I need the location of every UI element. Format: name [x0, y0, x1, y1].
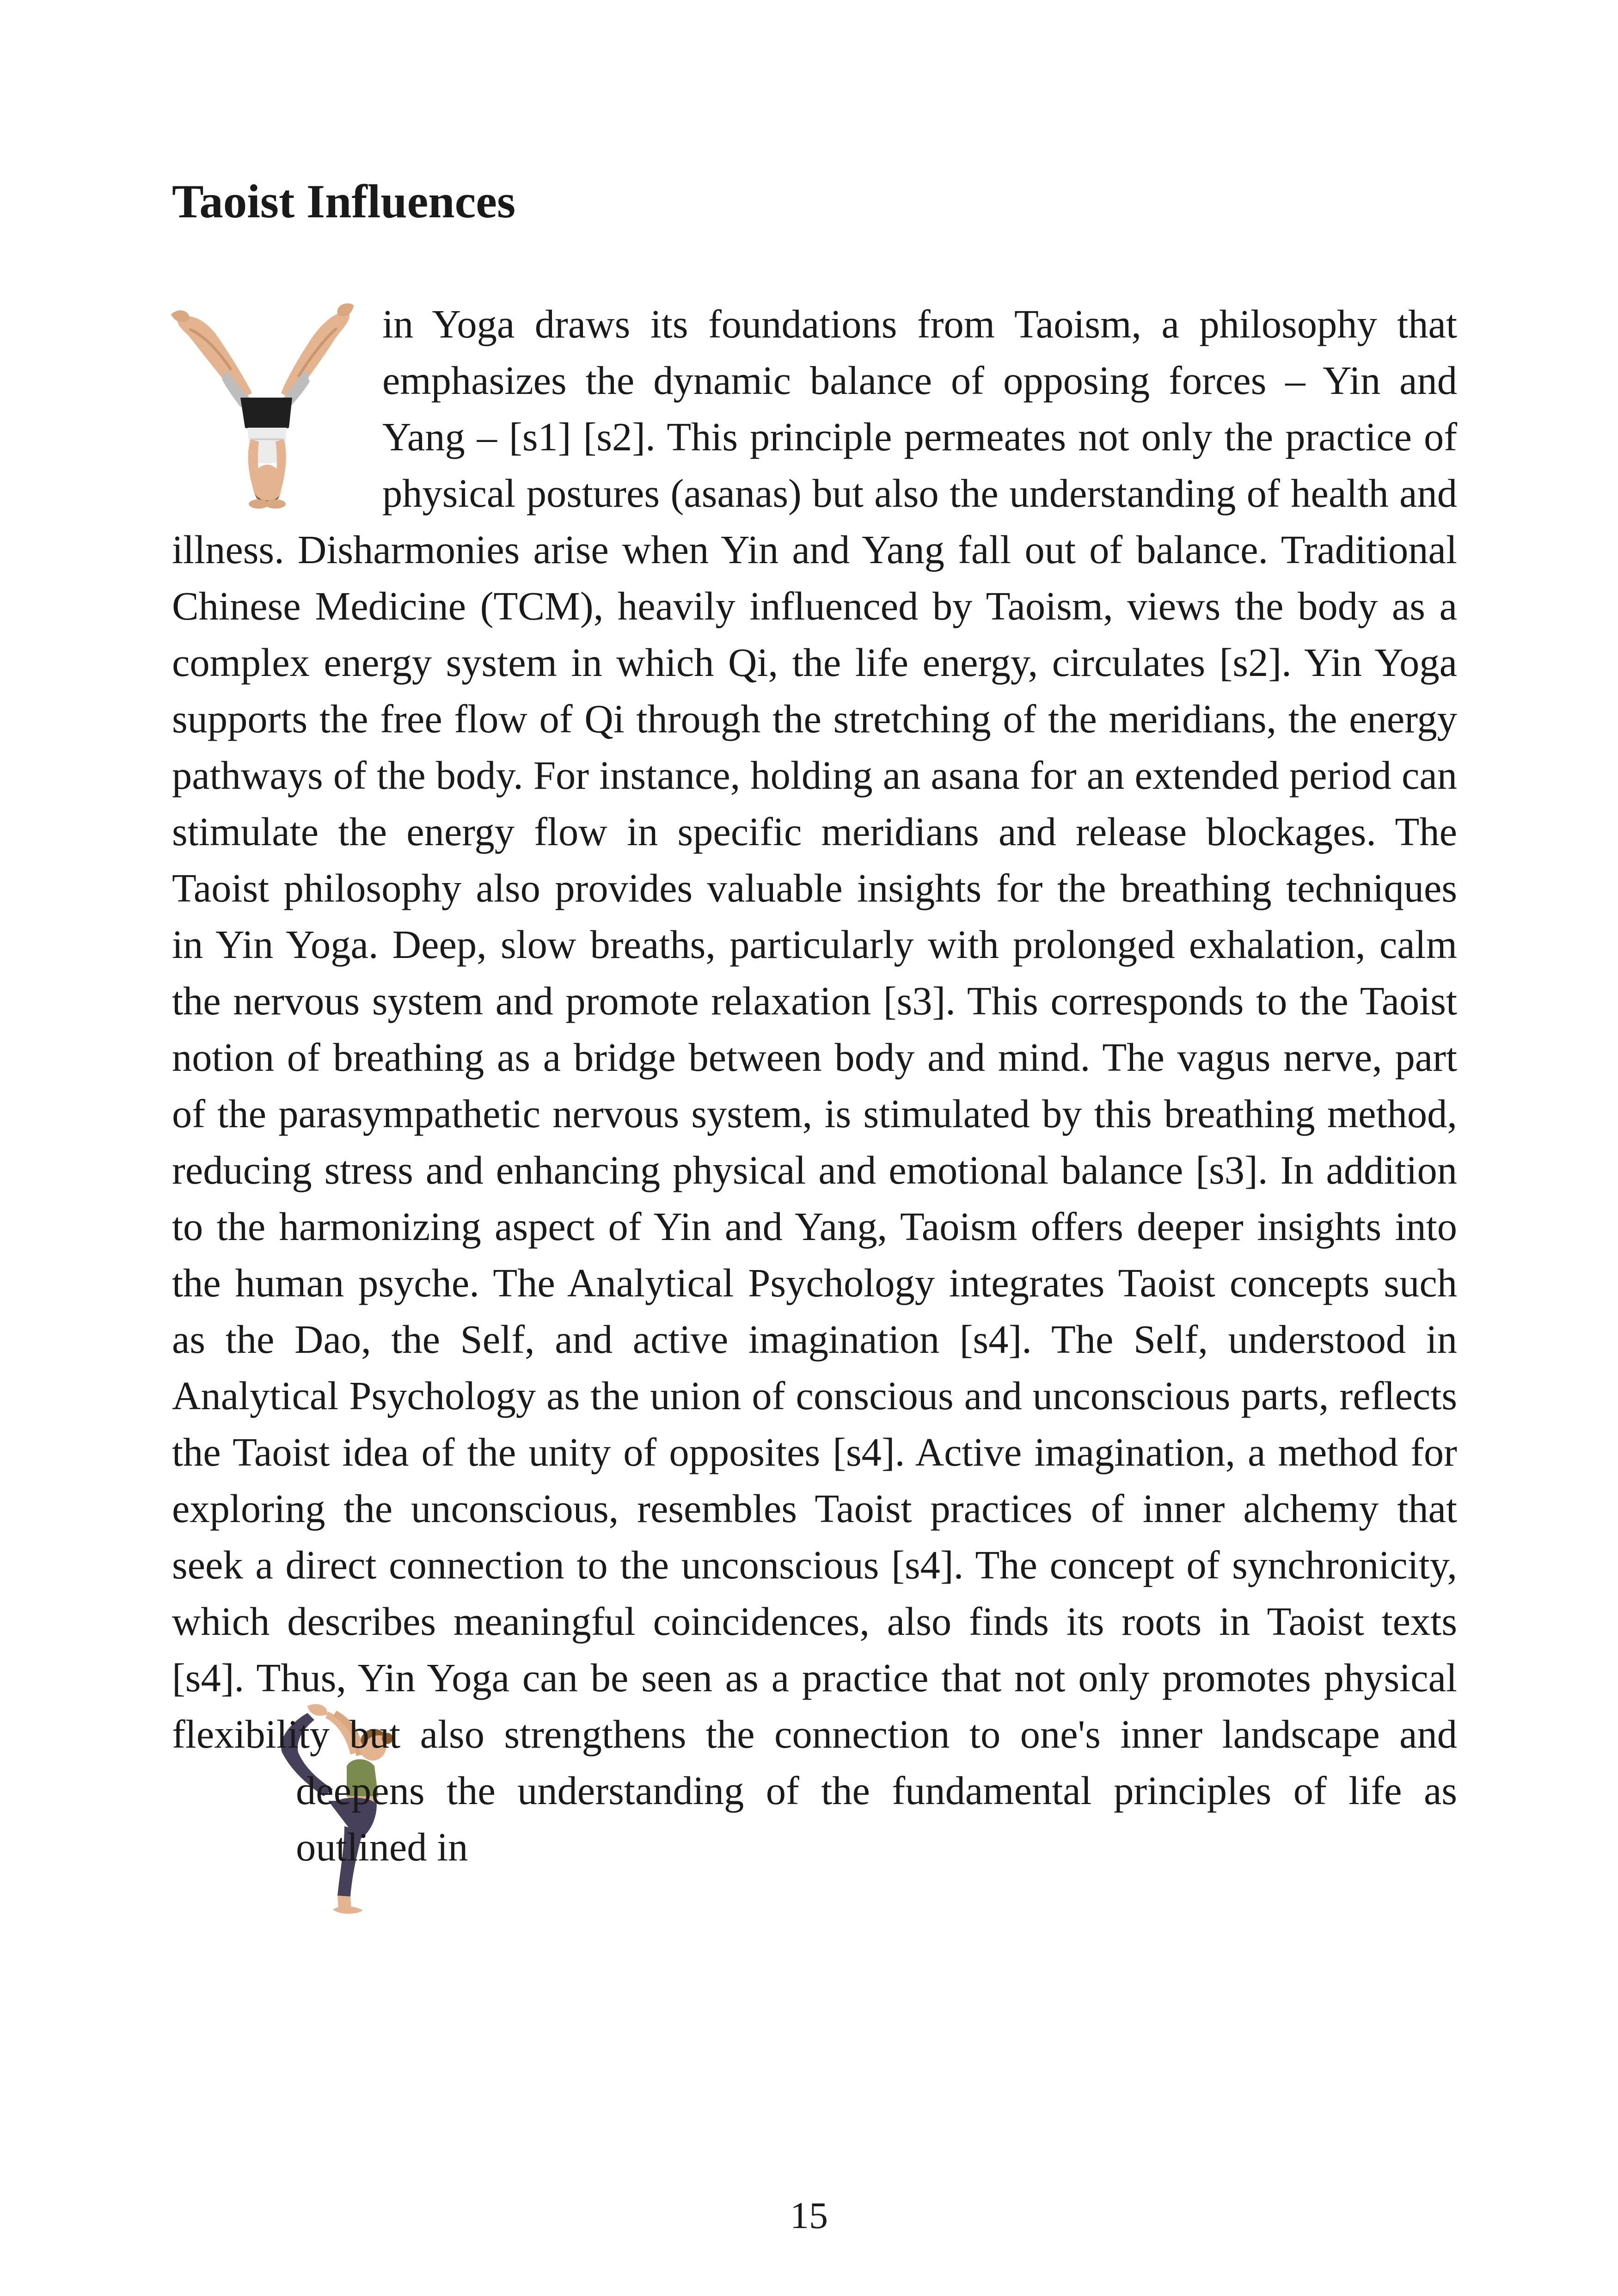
section-heading: Taoist Influences [172, 175, 516, 228]
body-paragraph: in Yoga draws its foundations from Taoism, a philosophy that emphasizes the dynamic balance of opposing forces – Yin and Yang – [s1] [s2]. This principle permeates not only the practice of physical postures (asanas) but also the understanding of health and illness. Disharmonies arise when Yin and Yang fall out of balance. Traditional Chinese Medicine (TCM), heavily influenced by Taoism, views the body as a complex energy system in which Qi, the life energy, circulates [s2]. Yin Yoga supports the free flow of Qi through the stretching of the meridians, the energy pathways of the body. For instance, holding an asana for an extended period can stimulate the energy flow in specific meridians and release blockages. The Taoist philosophy also provides valuable insights for the breathing techniques in Yin Yoga. Deep, slow breaths, particularly with prolonged exhalation, calm the nervous system and promote relaxation [s3]. This corresponds to the Taoist notion of breathing as a bridge between body and mind. The vagus nerve, part of the parasympathetic nervous system, is stimulated by this breathing method, reducing stress and enhancing physical and emotional balance [s3]. In addition to the harmonizing aspect of Yin and Yang, Taoism offers deeper insights into the human psyche. The Analytical Psychology integrates Taoist concepts such as the Dao, the Self, and active imagination [s4]. The Self, understood in Analytical Psychology as the union of conscious and unconscious parts, reflects the Taoist idea of the unity of opposites [s4]. Active imagination, a method for exploring the unconscious, resembles Taoist practices of inner alchemy that seek a direct connection to the unconscious [s4]. The concept of synchronicity, which describes meaningful coincidences, also finds its roots in Taoist texts [s4]. Thus, Yin Yoga can be seen as a practice that not only promotes physical flexibility but also strengthens the connection to one's inner landscape and deepens the understanding of the fundamental principles of life as outlined in [172, 302, 1457, 1869]
dropcap-wrap-area [172, 296, 382, 522]
body-paragraph-container [172, 296, 1457, 2073]
page-number: 15 [790, 2194, 828, 2236]
dancer-wrap-area [0, 1791, 296, 2073]
